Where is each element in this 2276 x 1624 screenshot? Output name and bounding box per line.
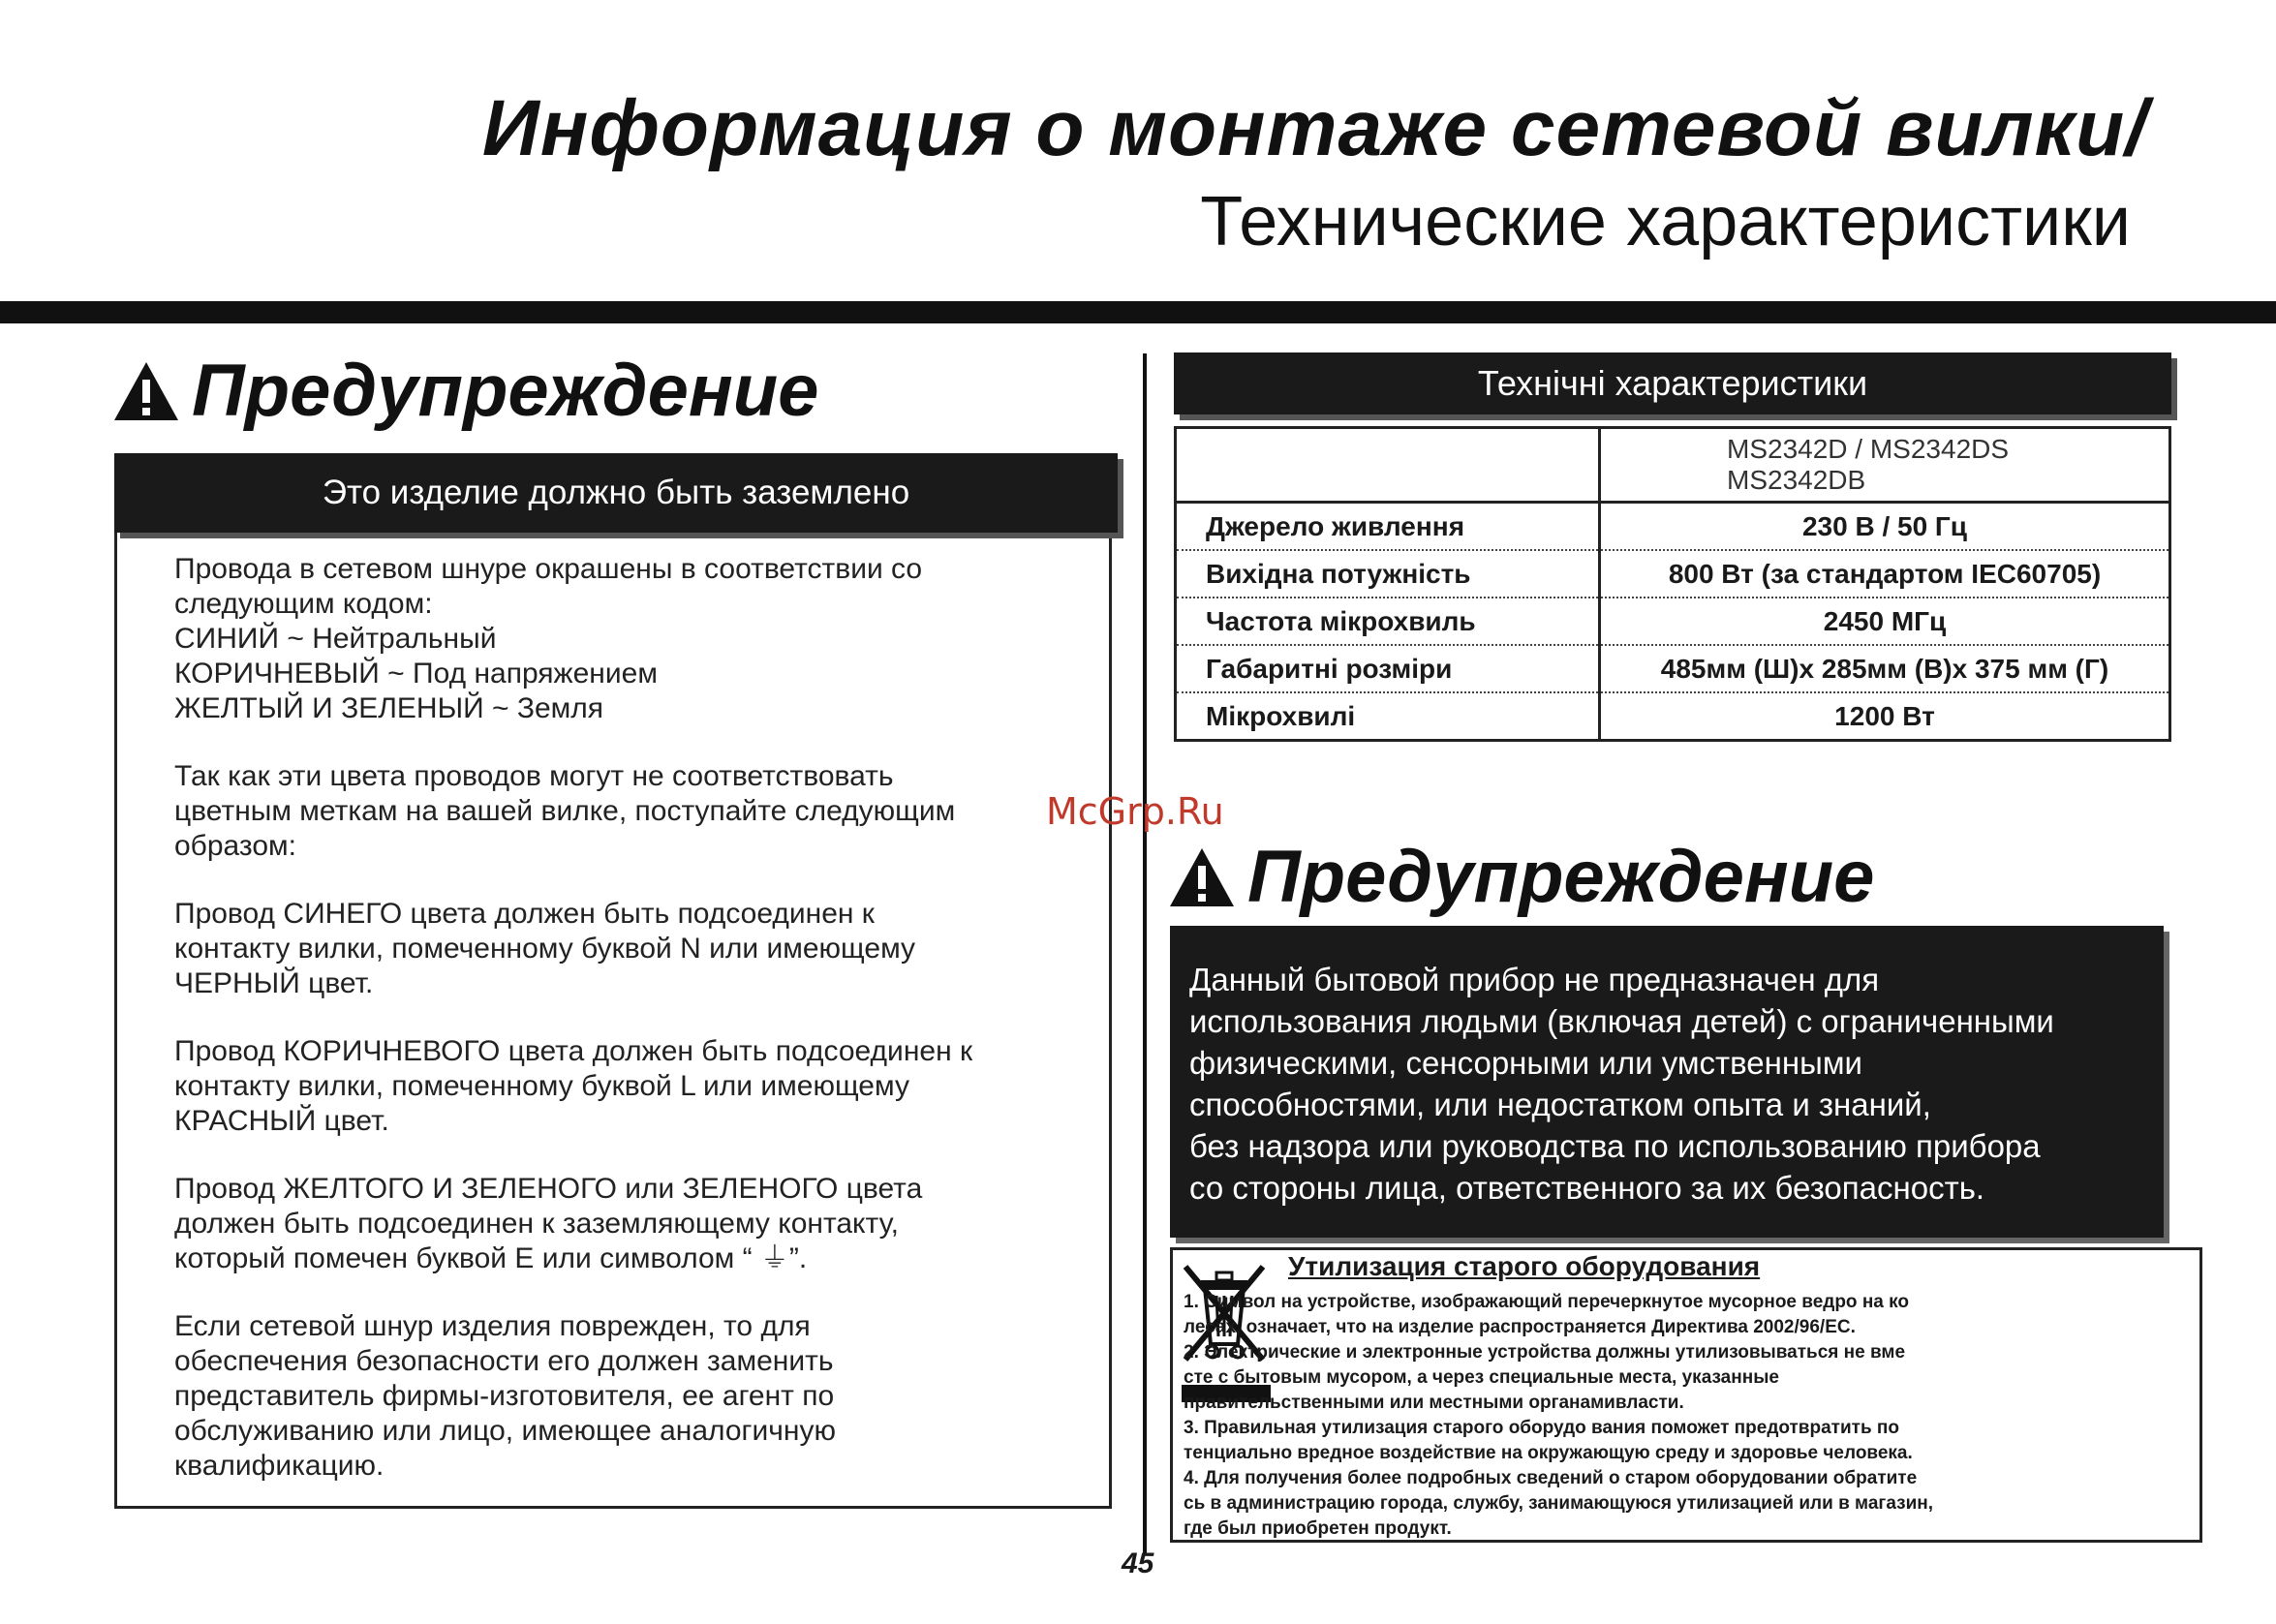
paragraph: Так как эти цвета проводов могут не соответствовать цветным меткам на вашей вилке, поступайте следующим образом: [174,760,956,862]
table-row [1176,692,2170,741]
left-warning-title: Предупреждение [192,350,819,432]
right-warning-heading [1168,835,1874,919]
table-cell [1176,428,1600,503]
spec-label: Габаритні розміри [1176,645,1600,692]
paragraph: Если сетевой шнур изделия поврежден, то для обеспечения безопасности его должен заменить представитель фирмы-изготовителя, ее агент по обслуживанию или лицо, имеющее аналогичную квалификацию. [174,1310,836,1482]
paragraph: Провода в сетевом шнуре окрашены в соответствии со следующим кодом: СИНИЙ ~ Нейтральный КОРИЧНЕВЫЙ ~ Под напряжением ЖЕЛТЫЙ И ЗЕЛЕНЫЙ ~ Земля [174,553,923,724]
watermark: McGrp.Ru [1046,790,1224,833]
spec-label: Мікрохвилі [1176,692,1600,741]
usage-warning-text: Данный бытовой прибор не предназначен для использования людьми (включая детей) с ограниченными физическими, сенсорными или умственными способностями, или недостатком опыта и знаний, без надзора или руководства по использованию прибора со стороны лица, ответственного за их безопасность. [1170,926,2164,1238]
page-number: 45 [1122,1547,1154,1579]
grounding-instructions [174,552,1065,1517]
left-warning-heading [112,349,818,433]
list-item: 2. Электрические и электронные устройства должны утилизовываться не вме сте с бытовым мусором, а через специальные места, указанные правительственными или местными органамивласти. [1184,1342,1906,1413]
table-row [1176,645,2170,692]
list-item: 1. Символ на устройстве, изображающий перечеркнутое мусорное ведро на ко лесах, означает, что на изделие распространяется Директива 2002/96/ЕС. [1184,1292,1910,1337]
warning-icon [112,360,180,422]
spec-value: 2450 МГц [1600,598,2170,645]
table-row [1176,503,2170,551]
table-row [1176,428,2170,503]
spec-label: Джерело живлення [1176,503,1600,551]
list-item: 4. Для получения более подробных сведений о старом оборудовании обратите сь в администрацию города, службу, занимающуюся утилизацией или в магазин, где был приобретен продукт. [1184,1468,1933,1539]
list-item: 3. Правильная утилизация старого оборудо вания поможет предотвратить по тенциально вредное воздействие на окружающую среду и здоровье человека. [1184,1418,1913,1463]
spec-value: 1200 Вт [1834,700,1935,731]
specs-header: Технічні характеристики [1174,352,2171,414]
table-row [1176,550,2170,598]
specs-table [1174,426,2171,742]
spec-label: Частота мікрохвиль [1176,598,1600,645]
warning-icon [1168,846,1236,908]
paragraph: Провод СИНЕГО цвета должен быть подсоединен к контакту вилки, помеченному буквой N или имеющему ЧЕРНЫЙ цвет. [174,898,916,999]
page-title: Информация о монтаже сетевой вилки/ [481,84,2148,172]
paragraph: Провод ЖЕЛТОГО И ЗЕЛЕНОГО или ЗЕЛЕНОГО цвета должен быть подсоединен к заземляющему контакту, который помечен буквой Е или символом “ ⏚”. [174,1173,923,1274]
page-subtitle: Технические характеристики [1200,183,2131,260]
model-cell: MS2342D / MS2342DS MS2342DB [1600,428,2170,503]
table-row [1176,598,2170,645]
disposal-list [1184,1290,2191,1542]
column-divider [1143,353,1147,1554]
spec-value: 485мм (Ш)х 285мм (В)х 375 мм (Г) [1600,645,2170,692]
disposal-title: Утилизация старого оборудования [1288,1251,1761,1281]
right-warning-title: Предупреждение [1247,836,1875,918]
grounding-banner: Это изделие должно быть заземлено [114,453,1118,533]
paragraph: Провод КОРИЧНЕВОГО цвета должен быть подсоединен к контакту вилки, помеченному буквой L или имеющему КРАСНЫЙ цвет. [174,1035,973,1137]
spec-value: 230 В / 50 Гц [1600,503,2170,551]
header-rule [0,301,2276,323]
spec-label: Вихідна потужність [1176,550,1600,598]
spec-value: 800 Вт (за стандартом IEC60705) [1600,550,2170,598]
